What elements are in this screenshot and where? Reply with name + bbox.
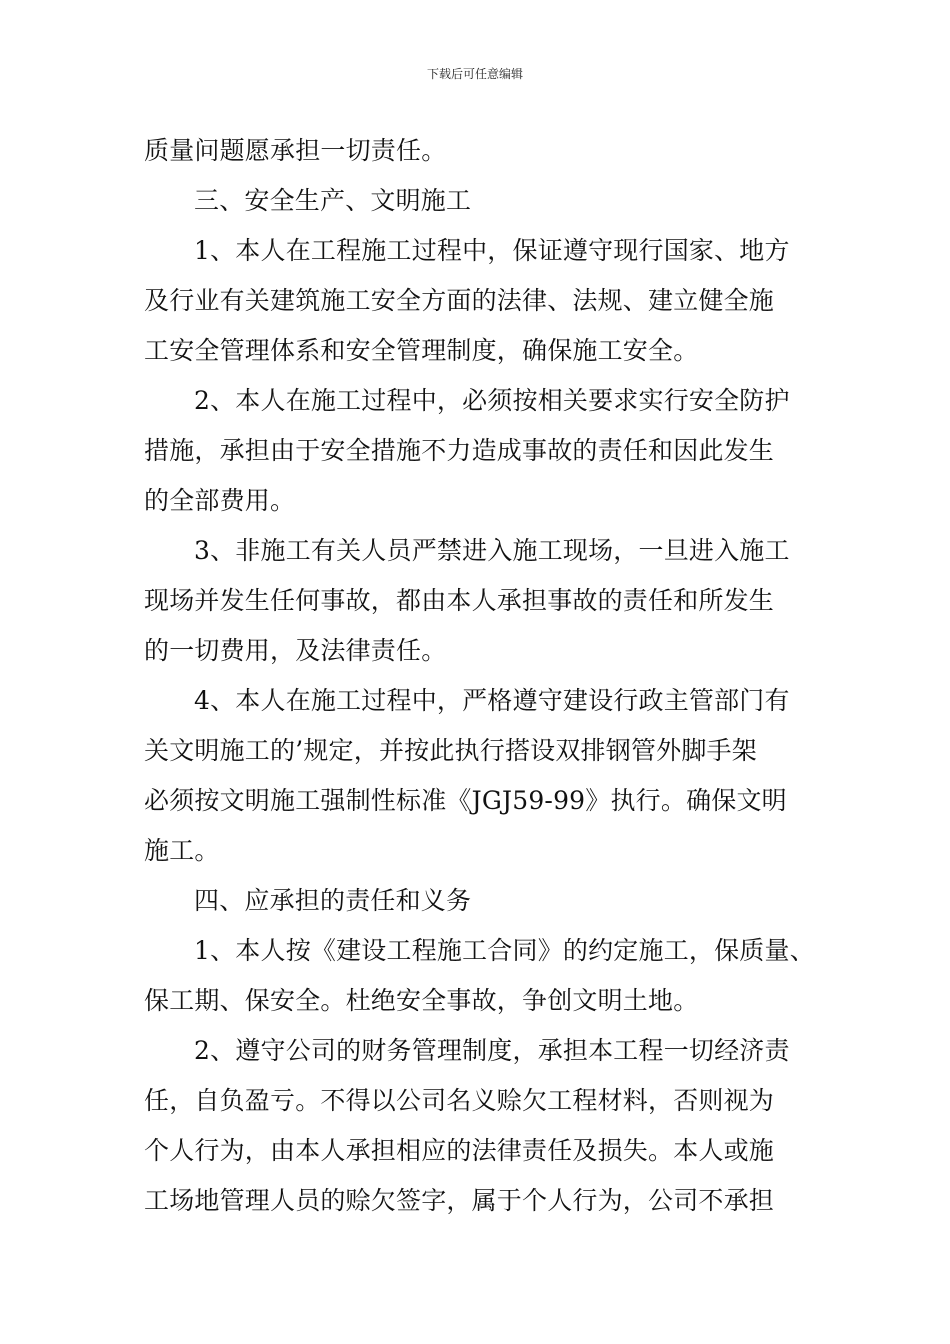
document-body <box>144 126 824 1226</box>
paragraph-line: 工场地管理人员的赊欠签字，属于个人行为，公司不承担 <box>144 1186 775 1215</box>
paragraph-line: 的全部费用。 <box>144 486 296 515</box>
paragraph-line: 1、本人按《建设工程施工合同》的约定施工，保质量、 <box>194 936 815 965</box>
paragraph-line: 2、本人在施工过程中，必须按相关要求实行安全防护 <box>194 386 790 415</box>
paragraph-line: 现场并发生任何事故，都由本人承担事故的责任和所发生 <box>144 586 775 615</box>
paragraph-line: 1、本人在工程施工过程中，保证遵守现行国家、地方 <box>194 236 790 265</box>
paragraph-line: 4、本人在施工过程中，严格遵守建设行政主管部门有 <box>194 686 790 715</box>
paragraph-line: 关文明施工的’规定，并按此执行搭设双排钢管外脚手架 <box>144 736 757 765</box>
paragraph-line: 2、遵守公司的财务管理制度，承担本工程一切经济责 <box>194 1036 790 1065</box>
page-header: 下载后可任意编辑 <box>426 67 523 81</box>
paragraph-line: 施工。 <box>144 836 220 865</box>
section-heading: 三、安全生产、文明施工 <box>194 186 472 215</box>
paragraph-line: 3、非施工有关人员严禁进入施工现场，一旦进入施工 <box>194 536 790 565</box>
paragraph-line: 任，自负盈亏。不得以公司名义赊欠工程材料，否则视为 <box>144 1086 775 1115</box>
section-heading: 四、应承担的责任和义务 <box>194 886 472 915</box>
paragraph-line: 及行业有关建筑施工安全方面的法律、法规、建立健全施 <box>144 286 775 315</box>
paragraph-line: 措施，承担由于安全措施不力造成事故的责任和因此发生 <box>144 436 775 465</box>
paragraph-line: 必须按文明施工强制性标准《JGJ59-99》执行。确保文明 <box>144 786 787 815</box>
paragraph-line: 个人行为，由本人承担相应的法律责任及损失。本人或施 <box>144 1136 775 1165</box>
paragraph-line: 质量问题愿承担一切责任。 <box>144 136 447 165</box>
paragraph-line: 保工期、保安全。杜绝安全事故，争创文明土地。 <box>144 986 699 1015</box>
paragraph-line: 的一切费用，及法律责任。 <box>144 636 447 665</box>
paragraph-line: 工安全管理体系和安全管理制度，确保施工安全。 <box>144 336 699 365</box>
